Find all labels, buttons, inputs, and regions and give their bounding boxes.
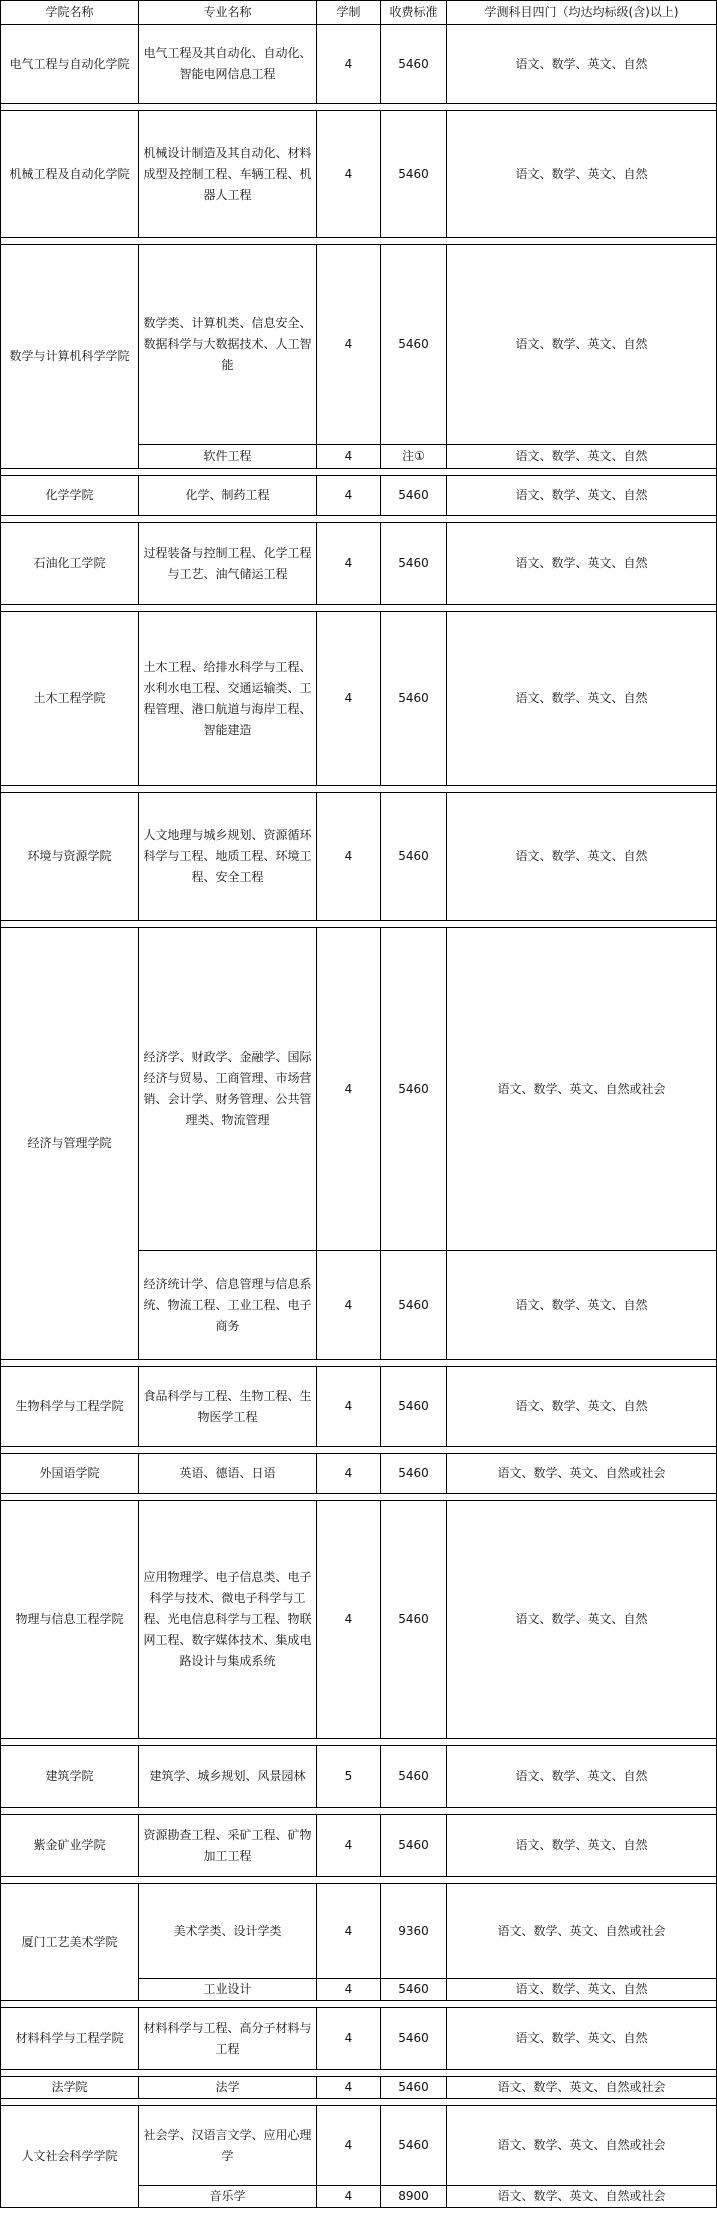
years-cell: 4 — [317, 2077, 381, 2099]
college-name: 物理与信息工程学院 — [1, 1501, 139, 1739]
years-cell: 4 — [317, 476, 381, 516]
major-name: 数学类、计算机类、信息安全、数据科学与大数据技术、人工智能 — [139, 245, 317, 445]
years-cell: 4 — [317, 2186, 381, 2208]
college-name: 紫金矿业学院 — [1, 1815, 139, 1877]
header-years: 学制 — [317, 1, 381, 25]
subjects-cell: 语文、数学、英文、自然 — [447, 1746, 717, 1808]
years-cell: 4 — [317, 1501, 381, 1739]
fee-cell: 5460 — [381, 1815, 447, 1877]
subjects-cell: 语文、数学、英文、自然 — [447, 1367, 717, 1447]
major-name: 食品科学与工程、生物工程、生物医学工程 — [139, 1367, 317, 1447]
subjects-cell: 语文、数学、英文、自然 — [447, 2008, 717, 2070]
fee-cell: 5460 — [381, 1367, 447, 1447]
major-name: 过程装备与控制工程、化学工程与工艺、油气储运工程 — [139, 523, 317, 605]
table-row — [1, 928, 717, 1251]
subjects-cell: 语文、数学、英文、自然 — [447, 476, 717, 516]
years-cell: 4 — [317, 523, 381, 605]
college-name: 人文社会科学学院 — [1, 2106, 139, 2208]
table-row — [1, 2106, 717, 2186]
row-separator — [1, 469, 717, 476]
fee-cell: 5460 — [381, 2077, 447, 2099]
major-name: 软件工程 — [139, 445, 317, 469]
major-name: 机械设计制造及其自动化、材料成型及控制工程、车辆工程、机器人工程 — [139, 111, 317, 238]
fee-cell: 5460 — [381, 111, 447, 238]
subjects-cell: 语文、数学、英文、自然 — [447, 1251, 717, 1360]
row-separator — [1, 786, 717, 793]
header-major: 专业名称 — [139, 1, 317, 25]
college-name: 外国语学院 — [1, 1454, 139, 1494]
major-name: 音乐学 — [139, 2186, 317, 2208]
table-row — [1, 1501, 717, 1739]
college-name: 化学学院 — [1, 476, 139, 516]
subjects-cell: 语文、数学、英文、自然 — [447, 1501, 717, 1739]
major-name: 工业设计 — [139, 1979, 317, 2001]
years-cell: 4 — [317, 1979, 381, 2001]
fee-cell: 5460 — [381, 1979, 447, 2001]
college-name: 环境与资源学院 — [1, 793, 139, 921]
college-name: 材料科学与工程学院 — [1, 2008, 139, 2070]
major-name: 材料科学与工程、高分子材料与工程 — [139, 2008, 317, 2070]
college-name: 法学院 — [1, 2077, 139, 2099]
row-separator — [1, 104, 717, 111]
years-cell: 4 — [317, 1884, 381, 1979]
years-cell: 4 — [317, 1251, 381, 1360]
fee-cell: 5460 — [381, 612, 447, 786]
subjects-cell: 语文、数学、英文、自然或社会 — [447, 2186, 717, 2208]
years-cell: 4 — [317, 2106, 381, 2186]
years-cell: 4 — [317, 111, 381, 238]
subjects-cell: 语文、数学、英文、自然或社会 — [447, 1884, 717, 1979]
fee-cell: 5460 — [381, 523, 447, 605]
years-cell: 4 — [317, 25, 381, 104]
fee-cell: 5460 — [381, 2008, 447, 2070]
major-name: 建筑学、城乡规划、风景园林 — [139, 1746, 317, 1808]
fee-cell: 5460 — [381, 2106, 447, 2186]
major-name: 美术学类、设计学类 — [139, 1884, 317, 1979]
header-college: 学院名称 — [1, 1, 139, 25]
row-separator — [1, 605, 717, 612]
row-separator — [1, 1808, 717, 1815]
row-separator — [1, 1739, 717, 1746]
college-name: 生物科学与工程学院 — [1, 1367, 139, 1447]
subjects-cell: 语文、数学、英文、自然 — [447, 1979, 717, 2001]
years-cell: 4 — [317, 928, 381, 1251]
row-separator — [1, 921, 717, 928]
fee-cell: 5460 — [381, 1251, 447, 1360]
subjects-cell: 语文、数学、英文、自然 — [447, 793, 717, 921]
major-name: 土木工程、给排水科学与工程、水利水电工程、交通运输类、工程管理、港口航道与海岸工程、智能建造 — [139, 612, 317, 786]
college-name: 土木工程学院 — [1, 612, 139, 786]
subjects-cell: 语文、数学、英文、自然或社会 — [447, 2106, 717, 2186]
row-separator — [1, 2001, 717, 2008]
fee-cell: 5460 — [381, 928, 447, 1251]
table-row — [1, 793, 717, 921]
college-name: 建筑学院 — [1, 1746, 139, 1808]
row-separator — [1, 238, 717, 245]
subjects-cell: 语文、数学、英文、自然或社会 — [447, 928, 717, 1251]
table-row — [1, 1746, 717, 1808]
fee-cell: 8900 — [381, 2186, 447, 2208]
major-name: 法学 — [139, 2077, 317, 2099]
subjects-cell: 语文、数学、英文、自然或社会 — [447, 1454, 717, 1494]
years-cell: 4 — [317, 612, 381, 786]
major-name: 电气工程及其自动化、自动化、智能电网信息工程 — [139, 25, 317, 104]
row-separator — [1, 1494, 717, 1501]
header-subjects: 学测科目四门（均达均标级(含)以上) — [447, 1, 717, 25]
fee-cell: 5460 — [381, 476, 447, 516]
table-row — [1, 612, 717, 786]
table-row — [1, 111, 717, 238]
subjects-cell: 语文、数学、英文、自然 — [447, 612, 717, 786]
row-separator — [1, 516, 717, 523]
major-name: 社会学、汉语言文学、应用心理学 — [139, 2106, 317, 2186]
fee-cell: 5460 — [381, 25, 447, 104]
major-name: 化学、制药工程 — [139, 476, 317, 516]
subjects-cell: 语文、数学、英文、自然 — [447, 1815, 717, 1877]
years-cell: 4 — [317, 1815, 381, 1877]
college-name: 厦门工艺美术学院 — [1, 1884, 139, 2001]
years-cell: 5 — [317, 1746, 381, 1808]
table-row — [1, 476, 717, 516]
subjects-cell: 语文、数学、英文、自然 — [447, 445, 717, 469]
subjects-cell: 语文、数学、英文、自然 — [447, 245, 717, 445]
row-separator — [1, 1360, 717, 1367]
fee-cell: 5460 — [381, 1746, 447, 1808]
college-name: 机械工程及自动化学院 — [1, 111, 139, 238]
table-row — [1, 1884, 717, 1979]
table-row — [1, 2008, 717, 2070]
table-row — [1, 2077, 717, 2099]
table-row — [1, 25, 717, 104]
fee-cell: 5460 — [381, 1501, 447, 1739]
major-name: 经济学、财政学、金融学、国际经济与贸易、工商管理、市场营销、会计学、财务管理、公共管理类、物流管理 — [139, 928, 317, 1251]
major-name: 资源勘查工程、采矿工程、矿物加工工程 — [139, 1815, 317, 1877]
fee-cell: 5460 — [381, 245, 447, 445]
subjects-cell: 语文、数学、英文、自然 — [447, 111, 717, 238]
years-cell: 4 — [317, 2008, 381, 2070]
subjects-cell: 语文、数学、英文、自然 — [447, 25, 717, 104]
table-row — [1, 1367, 717, 1447]
college-name: 经济与管理学院 — [1, 928, 139, 1360]
years-cell: 4 — [317, 245, 381, 445]
row-separator — [1, 1877, 717, 1884]
major-name: 应用物理学、电子信息类、电子科学与技术、微电子科学与工程、光电信息科学与工程、物联网工程、数字媒体技术、集成电路设计与集成系统 — [139, 1501, 317, 1739]
years-cell: 4 — [317, 1454, 381, 1494]
row-separator — [1, 2070, 717, 2077]
fee-cell: 5460 — [381, 793, 447, 921]
header-row — [1, 1, 717, 25]
fee-cell: 9360 — [381, 1884, 447, 1979]
table-row — [1, 1815, 717, 1877]
years-cell: 4 — [317, 445, 381, 469]
years-cell: 4 — [317, 793, 381, 921]
subjects-cell: 语文、数学、英文、自然 — [447, 523, 717, 605]
major-name: 英语、德语、日语 — [139, 1454, 317, 1494]
table-row — [1, 523, 717, 605]
fee-cell: 注① — [381, 445, 447, 469]
college-name: 石油化工学院 — [1, 523, 139, 605]
table-row — [1, 1454, 717, 1494]
table-row — [1, 245, 717, 445]
fee-cell: 5460 — [381, 1454, 447, 1494]
subjects-cell: 语文、数学、英文、自然或社会 — [447, 2077, 717, 2099]
row-separator — [1, 1447, 717, 1454]
years-cell: 4 — [317, 1367, 381, 1447]
college-name: 电气工程与自动化学院 — [1, 25, 139, 104]
major-name: 经济统计学、信息管理与信息系统、物流工程、工业工程、电子商务 — [139, 1251, 317, 1360]
college-name: 数学与计算机科学学院 — [1, 245, 139, 469]
row-separator — [1, 2099, 717, 2106]
major-name: 人文地理与城乡规划、资源循环科学与工程、地质工程、环境工程、安全工程 — [139, 793, 317, 921]
header-fee: 收费标准 — [381, 1, 447, 25]
